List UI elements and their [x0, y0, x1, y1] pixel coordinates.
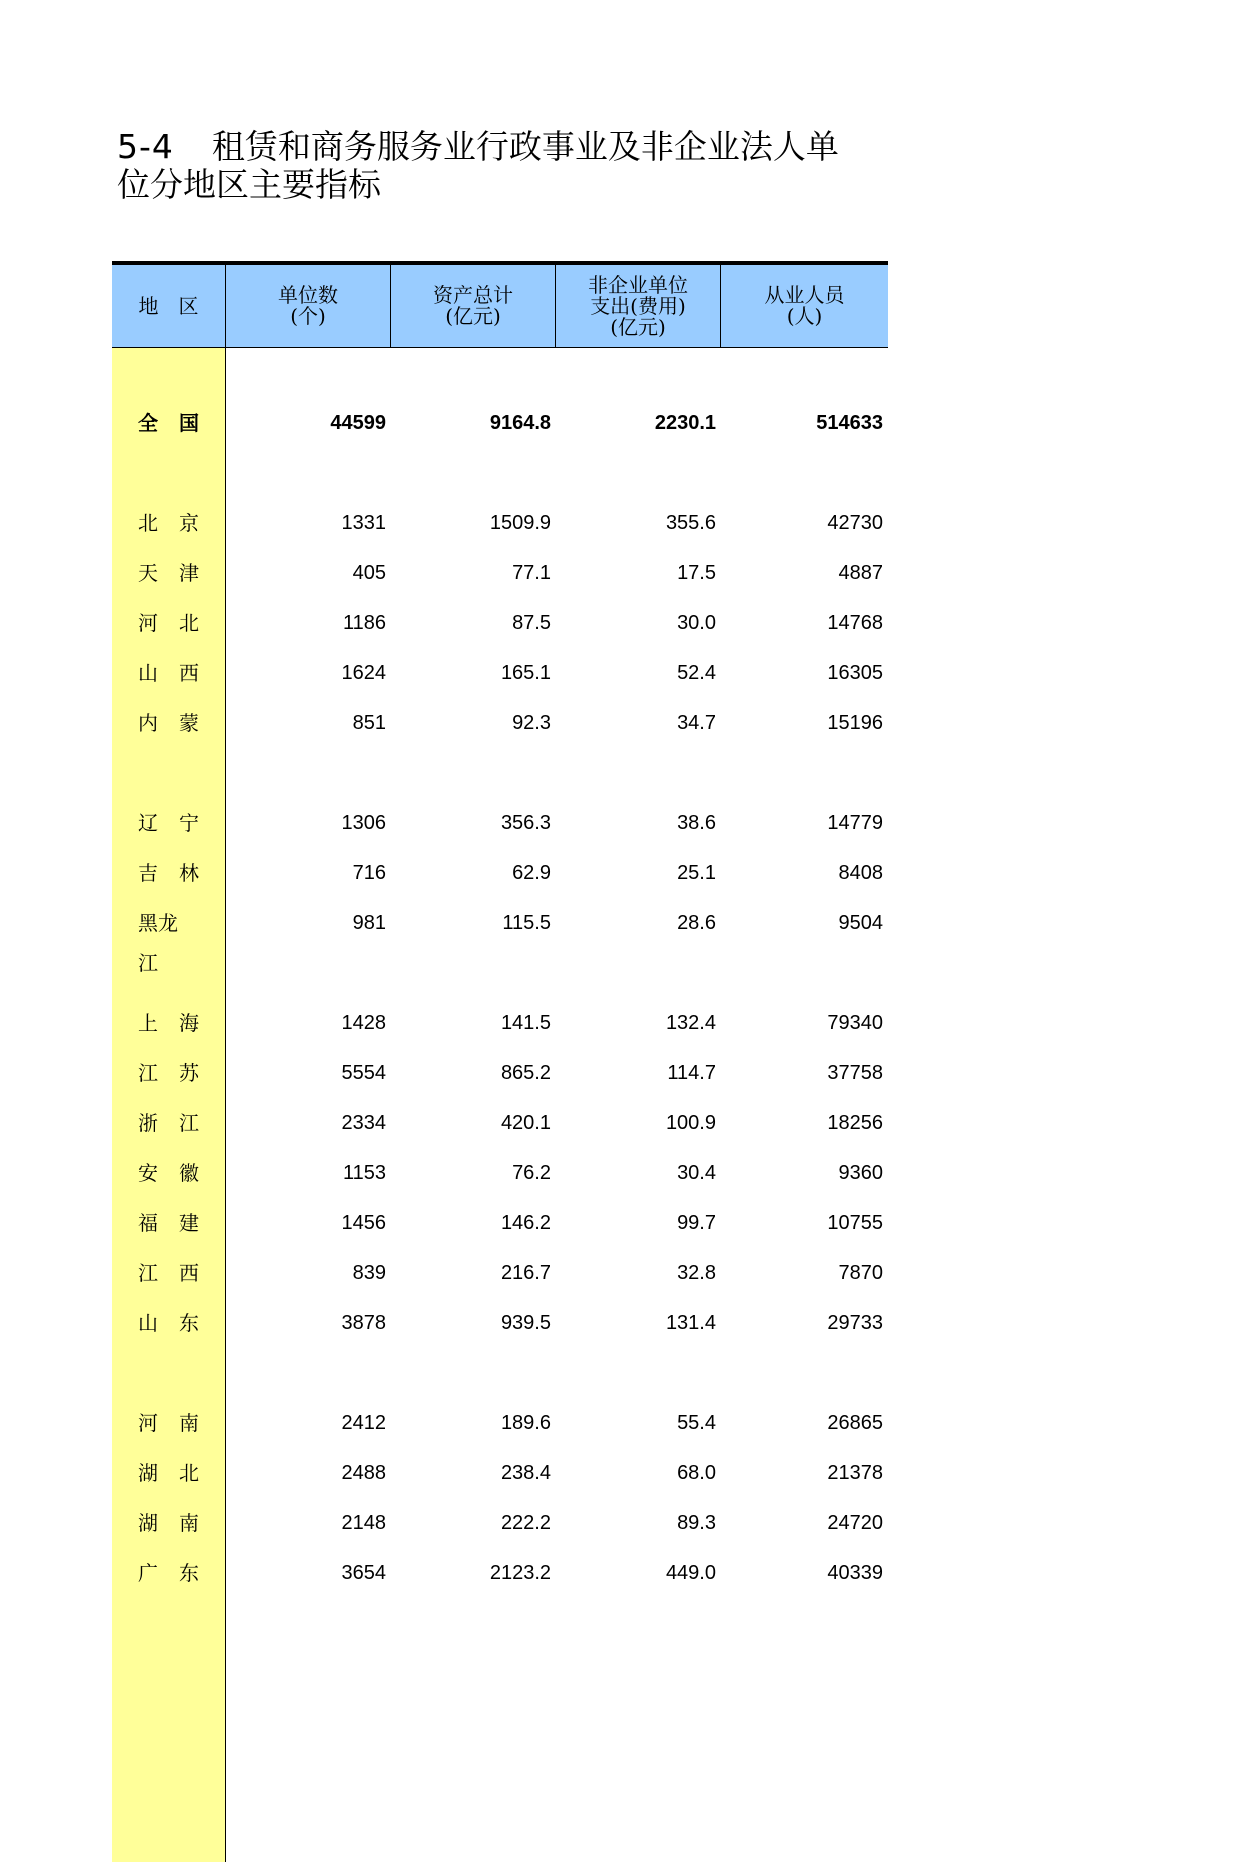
cell-units: 44599 [330, 412, 386, 434]
region-name: 浙 江 [138, 1111, 199, 1135]
region-name: 上 海 [138, 1011, 199, 1035]
table-row [112, 1553, 888, 1593]
table-row [112, 853, 888, 893]
cell-units: 981 [352, 912, 386, 934]
cell-expense: 68.0 [677, 1462, 716, 1484]
header-units: 单位数 (个) [226, 265, 391, 347]
title-line-1: 租赁和商务服务业行政事业及非企业法人单 [211, 127, 839, 166]
region-name: 山 西 [138, 661, 199, 685]
table-row [112, 1453, 888, 1493]
cell-units: 851 [352, 712, 386, 734]
table-row [112, 903, 888, 975]
cell-expense: 114.7 [667, 1062, 716, 1084]
cell-expense: 32.8 [677, 1262, 716, 1284]
cell-expense: 449.0 [665, 1562, 716, 1584]
cell-assets: 146.2 [500, 1212, 551, 1234]
cell-expense: 99.7 [677, 1212, 716, 1234]
table-header [112, 265, 888, 348]
region-name: 吉 林 [138, 861, 199, 885]
cell-assets: 76.2 [512, 1162, 551, 1184]
table-row [112, 1103, 888, 1143]
table-row [112, 803, 888, 843]
cell-employees: 79340 [827, 1012, 883, 1034]
cell-expense: 55.4 [677, 1412, 716, 1434]
cell-expense: 89.3 [677, 1512, 716, 1534]
cell-units: 1428 [341, 1012, 386, 1034]
cell-employees: 42730 [827, 512, 883, 534]
table-row [112, 1053, 888, 1093]
cell-assets: 222.2 [500, 1512, 551, 1534]
cell-assets: 62.9 [512, 862, 551, 884]
region-name: 湖 南 [138, 1511, 199, 1535]
cell-units: 3878 [341, 1312, 386, 1334]
cell-assets: 865.2 [500, 1062, 551, 1084]
cell-employees: 7870 [838, 1262, 883, 1284]
cell-employees: 514633 [816, 412, 883, 434]
cell-assets: 420.1 [500, 1112, 551, 1134]
table-row [112, 1153, 888, 1193]
cell-units: 405 [352, 562, 386, 584]
cell-assets: 216.7 [500, 1262, 551, 1284]
table-row-total [112, 403, 888, 443]
cell-units: 2488 [341, 1462, 386, 1484]
header-expense: 非企业单位 支出(费用) (亿元) [556, 265, 721, 347]
region-name: 江 苏 [138, 1061, 199, 1085]
cell-expense: 30.0 [677, 612, 716, 634]
table-row [112, 703, 888, 743]
table-row [112, 1503, 888, 1543]
cell-units: 1153 [342, 1162, 386, 1184]
region-name: 福 建 [138, 1211, 199, 1235]
cell-assets: 87.5 [512, 612, 551, 634]
header-assets: 资产总计 (亿元) [391, 265, 556, 347]
table-row [112, 653, 888, 693]
cell-expense: 355.6 [665, 512, 716, 534]
title-line-2: 位分地区主要指标 [117, 165, 381, 204]
cell-assets: 1509.9 [489, 512, 551, 534]
cell-assets: 238.4 [500, 1462, 551, 1484]
header-employees: 从业人员 (人) [764, 283, 845, 328]
cell-units: 1456 [341, 1212, 386, 1234]
region-name: 内 蒙 [138, 711, 199, 735]
cell-expense: 52.4 [677, 662, 716, 684]
table-row [112, 1403, 888, 1443]
cell-employees: 15196 [827, 712, 883, 734]
cell-expense: 131.4 [665, 1312, 716, 1334]
cell-employees: 14768 [827, 612, 883, 634]
cell-expense: 34.7 [677, 712, 716, 734]
cell-expense: 38.6 [677, 812, 716, 834]
region-name: 广 东 [138, 1561, 199, 1585]
cell-assets: 141.5 [500, 1012, 551, 1034]
cell-assets: 356.3 [500, 812, 551, 834]
cell-units: 1331 [341, 512, 386, 534]
page-title [117, 128, 877, 204]
cell-employees: 18256 [827, 1112, 883, 1134]
cell-expense: 30.4 [677, 1162, 716, 1184]
cell-assets: 165.1 [500, 662, 551, 684]
cell-expense: 132.4 [665, 1012, 716, 1034]
cell-employees: 37758 [827, 1062, 883, 1084]
region-name: 安 徽 [138, 1161, 199, 1185]
region-name: 全 国 [138, 411, 199, 435]
table-row [112, 603, 888, 643]
cell-units: 1624 [341, 662, 386, 684]
table-row [112, 1253, 888, 1293]
region-name: 天 津 [138, 561, 199, 585]
table-row [112, 1003, 888, 1043]
cell-assets: 77.1 [512, 562, 551, 584]
cell-employees: 26865 [827, 1412, 883, 1434]
cell-employees: 29733 [827, 1312, 883, 1334]
cell-employees: 4887 [838, 562, 883, 584]
cell-employees: 9504 [838, 912, 883, 934]
table-row [112, 1303, 888, 1343]
cell-units: 5554 [341, 1062, 386, 1084]
cell-expense: 25.1 [677, 862, 716, 884]
cell-units: 2412 [341, 1412, 386, 1434]
cell-assets: 115.5 [502, 912, 551, 934]
cell-assets: 189.6 [500, 1412, 551, 1434]
cell-employees: 16305 [827, 662, 883, 684]
cell-units: 716 [352, 862, 386, 884]
table-number: 5-4 [117, 127, 174, 166]
region-name: 山 东 [138, 1311, 199, 1335]
cell-expense: 100.9 [665, 1112, 716, 1134]
table-row [112, 1203, 888, 1243]
header-region: 地 区 [112, 265, 226, 347]
cell-units: 1186 [342, 612, 386, 634]
region-name: 湖 北 [138, 1461, 199, 1485]
table-row [112, 553, 888, 593]
region-name: 黑龙江 [138, 911, 178, 975]
cell-assets: 92.3 [512, 712, 551, 734]
cell-employees: 14779 [827, 812, 883, 834]
region-name: 河 北 [138, 611, 199, 635]
region-name: 北 京 [138, 511, 199, 535]
table-row [112, 503, 888, 543]
region-name: 河 南 [138, 1411, 199, 1435]
cell-expense: 28.6 [677, 912, 716, 934]
cell-assets: 2123.2 [489, 1562, 551, 1584]
cell-assets: 939.5 [500, 1312, 551, 1334]
cell-expense: 17.5 [677, 562, 716, 584]
cell-units: 2148 [341, 1512, 386, 1534]
cell-employees: 24720 [827, 1512, 883, 1534]
region-name: 江 西 [138, 1261, 199, 1285]
cell-employees: 40339 [827, 1562, 883, 1584]
cell-expense: 2230.1 [654, 412, 716, 434]
region-name: 辽 宁 [138, 811, 199, 835]
cell-units: 1306 [341, 812, 386, 834]
cell-assets: 9164.8 [489, 412, 551, 434]
cell-units: 839 [352, 1262, 386, 1284]
cell-employees: 8408 [838, 862, 883, 884]
cell-units: 3654 [341, 1562, 386, 1584]
cell-employees: 10755 [827, 1212, 883, 1234]
cell-units: 2334 [341, 1112, 386, 1134]
cell-employees: 9360 [838, 1162, 883, 1184]
cell-employees: 21378 [827, 1462, 883, 1484]
